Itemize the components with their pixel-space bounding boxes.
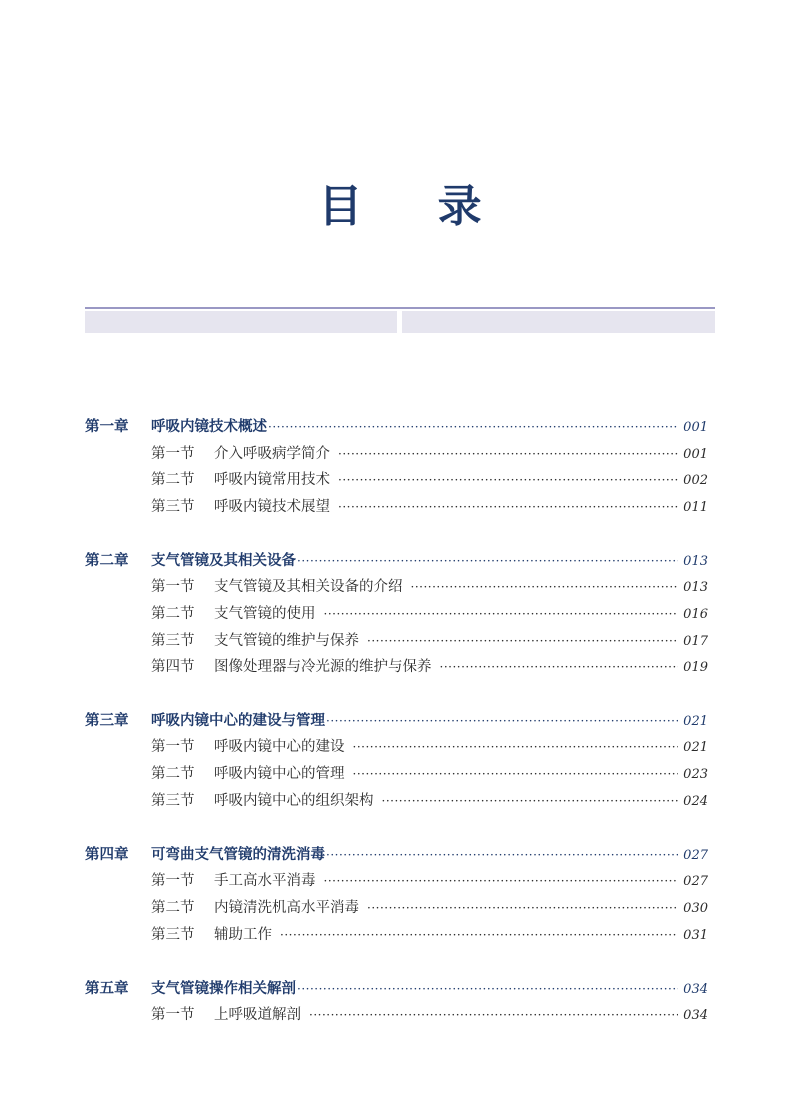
page-title: 目 录 — [318, 181, 512, 232]
page-number: 013 — [683, 580, 708, 595]
dot-leader — [324, 604, 679, 624]
toc-section-5-1[interactable] — [151, 1005, 708, 1027]
chapter-number: 第四章 — [85, 847, 129, 863]
chapter-title: 呼吸内镜中心的建设与管理 — [151, 713, 325, 729]
page-number: 019 — [683, 660, 708, 675]
dot-leader — [309, 1005, 678, 1025]
section-number: 第一节 — [151, 446, 195, 462]
section-number: 第二节 — [151, 606, 195, 622]
page-number: 017 — [683, 634, 708, 649]
dot-leader — [440, 657, 679, 677]
chapter-title: 可弯曲支气管镜的清洗消毒 — [151, 847, 325, 863]
page-number: 016 — [683, 607, 708, 622]
dot-leader — [353, 737, 679, 757]
section-title: 介入呼吸病学简介 — [214, 446, 330, 462]
section-number: 第一节 — [151, 739, 195, 755]
toc-section-2-2[interactable] — [151, 604, 708, 626]
section-number: 第四节 — [151, 659, 195, 675]
toc-section-2-3[interactable] — [151, 631, 708, 653]
section-title: 内镜清洗机高水平消毒 — [214, 900, 359, 916]
section-number: 第三节 — [151, 499, 195, 515]
chapter-number: 第三章 — [85, 713, 129, 729]
toc-section-3-2[interactable] — [151, 764, 708, 786]
dot-leader — [280, 925, 678, 945]
page-number: 024 — [683, 794, 708, 809]
page-number: 001 — [683, 447, 708, 462]
dot-leader — [338, 444, 678, 464]
page-number: 031 — [683, 928, 708, 943]
dot-leader — [411, 577, 679, 597]
dot-leader — [297, 979, 678, 999]
dot-leader — [338, 497, 678, 517]
toc-section-1-3[interactable] — [151, 497, 708, 519]
section-title: 图像处理器与冷光源的维护与保养 — [214, 659, 432, 675]
toc-section-4-1[interactable] — [151, 871, 708, 893]
title-rule — [85, 307, 715, 309]
section-title: 呼吸内镜中心的组织架构 — [214, 793, 374, 809]
dot-leader — [268, 417, 678, 437]
section-number: 第三节 — [151, 793, 195, 809]
section-title: 手工高水平消毒 — [214, 873, 316, 889]
section-number: 第一节 — [151, 1007, 195, 1023]
dot-leader — [353, 764, 679, 784]
section-title: 支气管镜的使用 — [214, 606, 316, 622]
section-number: 第一节 — [151, 579, 195, 595]
section-number: 第二节 — [151, 900, 195, 916]
toc-section-1-2[interactable] — [151, 470, 708, 492]
toc-chapter-4[interactable] — [85, 845, 708, 867]
header-band-right — [402, 311, 715, 333]
dot-leader — [297, 551, 678, 571]
page-number: 034 — [683, 982, 708, 997]
section-title: 支气管镜及其相关设备的介绍 — [214, 579, 403, 595]
toc-section-3-3[interactable] — [151, 791, 708, 813]
page-number: 021 — [683, 740, 708, 755]
chapter-title: 呼吸内镜技术概述 — [151, 419, 267, 435]
page-number: 013 — [683, 554, 708, 569]
toc-chapter-5[interactable] — [85, 979, 708, 1001]
section-number: 第一节 — [151, 873, 195, 889]
section-number: 第三节 — [151, 927, 195, 943]
section-title: 呼吸内镜中心的管理 — [214, 766, 345, 782]
section-title: 支气管镜的维护与保养 — [214, 633, 359, 649]
toc-section-1-1[interactable] — [151, 444, 708, 466]
toc-section-3-1[interactable] — [151, 737, 708, 759]
dot-leader — [338, 470, 678, 490]
header-band-left — [85, 311, 397, 333]
dot-leader — [367, 631, 678, 651]
toc-section-4-2[interactable] — [151, 898, 708, 920]
toc-chapter-3[interactable] — [85, 711, 708, 733]
dot-leader — [382, 791, 679, 811]
page-number: 002 — [683, 473, 708, 488]
toc-section-4-3[interactable] — [151, 925, 708, 947]
section-number: 第二节 — [151, 766, 195, 782]
dot-leader — [324, 871, 679, 891]
chapter-number: 第五章 — [85, 981, 129, 997]
section-number: 第三节 — [151, 633, 195, 649]
chapter-title: 支气管镜操作相关解剖 — [151, 981, 296, 997]
chapter-number: 第一章 — [85, 419, 129, 435]
toc-section-2-4[interactable] — [151, 657, 708, 679]
page-number: 021 — [683, 714, 708, 729]
dot-leader — [326, 845, 678, 865]
section-number: 第二节 — [151, 472, 195, 488]
dot-leader — [326, 711, 678, 731]
toc-chapter-1[interactable] — [85, 417, 708, 439]
page-number: 030 — [683, 901, 708, 916]
section-title: 呼吸内镜技术展望 — [214, 499, 330, 515]
chapter-title: 支气管镜及其相关设备 — [151, 553, 296, 569]
toc-chapter-2[interactable] — [85, 551, 708, 573]
dot-leader — [367, 898, 678, 918]
chapter-number: 第二章 — [85, 553, 129, 569]
section-title: 呼吸内镜常用技术 — [214, 472, 330, 488]
page-number: 027 — [683, 874, 708, 889]
section-title: 辅助工作 — [214, 927, 272, 943]
page-number: 034 — [683, 1008, 708, 1023]
section-title: 呼吸内镜中心的建设 — [214, 739, 345, 755]
page-number: 023 — [683, 767, 708, 782]
page-number: 027 — [683, 848, 708, 863]
page-number: 001 — [683, 420, 708, 435]
toc-section-2-1[interactable] — [151, 577, 708, 599]
page-number: 011 — [683, 500, 708, 515]
section-title: 上呼吸道解剖 — [214, 1007, 301, 1023]
